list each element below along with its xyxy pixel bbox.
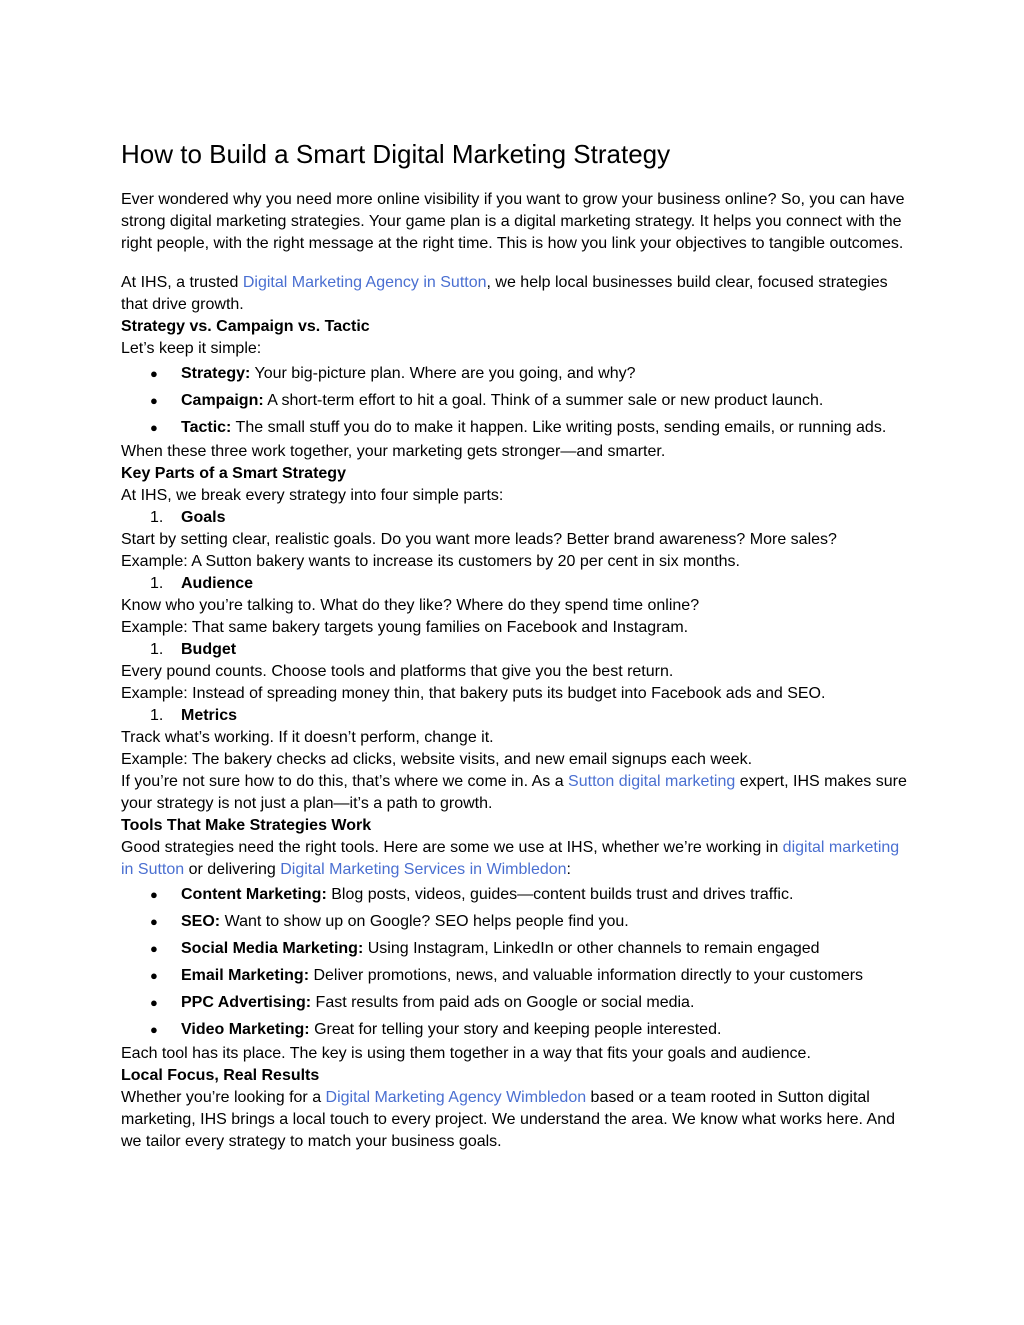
numbered-item-budget <box>121 639 911 661</box>
page-title: How to Build a Smart Digital Marketing Strategy <box>121 139 671 169</box>
item-name: Budget <box>181 641 237 658</box>
bullet-icon: ● <box>150 1022 158 1037</box>
closing-text-after: expert, IHS makes sure your strategy is not just a plan—it’s a path to growth. <box>121 773 907 812</box>
section3-closing: Each tool has its place. The key is using them together in a way that fits your goals and audience. <box>121 1045 811 1062</box>
section-heading-strategy: Strategy vs. Campaign vs. Tactic <box>121 318 370 335</box>
item-number: 1. <box>150 509 164 526</box>
closing-text-before: If you’re not sure how to do this, that’s where we come in. As a <box>121 773 569 790</box>
lead-text-before: Good strategies need the right tools. Here are some we use at IHS, whether we’re working in <box>121 839 783 856</box>
bullet-icon: ● <box>150 968 158 983</box>
item-number: 1. <box>150 641 164 658</box>
list-item-text: Your big-picture plan. Where are you going, and why? <box>250 365 636 382</box>
list-item <box>121 387 911 414</box>
list-item-text: A short-term effort to hit a goal. Think of a summer sale or new product launch. <box>263 392 824 409</box>
list-item-term: SEO: <box>181 913 221 930</box>
bullet-icon: ● <box>150 366 158 381</box>
list-item-term: Tactic: <box>181 419 232 436</box>
list-item-text: Deliver promotions, news, and valuable information directly to your customers <box>309 967 864 984</box>
list-item <box>121 881 911 908</box>
part-example: Example: Instead of spreading money thin, that bakery puts its budget into Facebook ads and SEO. <box>121 685 826 702</box>
bullet-icon: ● <box>150 887 158 902</box>
link-agency-sutton[interactable]: Digital Marketing Agency in Sutton <box>242 274 487 291</box>
numbered-item-metrics <box>121 705 911 727</box>
section2-closing <box>121 771 911 815</box>
link-digital-marketing-sutton[interactable]: digital marketing in Sutton <box>121 839 900 878</box>
ihs-text-before: At IHS, a trusted <box>121 274 243 291</box>
list-item-term: Campaign: <box>181 392 264 409</box>
link-services-wimbledon[interactable]: Digital Marketing Services in Wimbledon <box>280 861 567 878</box>
item-number: 1. <box>150 707 164 724</box>
tools-list <box>121 881 911 1043</box>
strategy-list <box>121 360 911 441</box>
section2-lead: At IHS, we break every strategy into four simple parts: <box>121 487 504 504</box>
list-item-term: Content Marketing: <box>181 886 327 903</box>
part-example: Example: That same bakery targets young families on Facebook and Instagram. <box>121 619 689 636</box>
list-item <box>121 360 911 387</box>
part-description: Know who you’re talking to. What do they like? Where do they spend time online? <box>121 597 700 614</box>
list-item-text: The small stuff you do to make it happen. Like writing posts, sending emails, or running ads. <box>231 419 887 436</box>
bullet-icon: ● <box>150 995 158 1010</box>
part-description: Every pound counts. Choose tools and platforms that give you the best return. <box>121 663 674 680</box>
list-item <box>121 989 911 1016</box>
part-example: Example: A Sutton bakery wants to increase its customers by 20 per cent in six months. <box>121 553 740 570</box>
section-heading-local-focus: Local Focus, Real Results <box>121 1067 320 1084</box>
list-item-term: PPC Advertising: <box>181 994 312 1011</box>
section-heading-key-parts: Key Parts of a Smart Strategy <box>121 465 346 482</box>
list-item <box>121 962 911 989</box>
section-heading-tools: Tools That Make Strategies Work <box>121 817 372 834</box>
numbered-item-goals <box>121 507 911 529</box>
lead-text-mid: or delivering <box>184 861 281 878</box>
bullet-icon: ● <box>150 420 158 435</box>
list-item-term: Strategy: <box>181 365 251 382</box>
numbered-item-audience <box>121 573 911 595</box>
item-number: 1. <box>150 575 164 592</box>
link-agency-wimbledon[interactable]: Digital Marketing Agency Wimbledon <box>325 1089 587 1106</box>
item-name: Metrics <box>181 707 238 724</box>
ihs-text-after: , we help local businesses build clear, focused strategies that drive growth. <box>121 274 888 313</box>
part-description: Track what’s working. If it doesn’t perform, change it. <box>121 729 494 746</box>
list-item <box>121 908 911 935</box>
part-description: Start by setting clear, realistic goals. Do you want more leads? Better brand awareness? More sales? <box>121 531 837 548</box>
list-item <box>121 414 911 441</box>
bullet-icon: ● <box>150 393 158 408</box>
local-text-after: based or a team rooted in Sutton digital marketing, IHS brings a local touch to every project. We understand the area. We know what works here. And we tailor every strategy to match your business goals. <box>121 1089 896 1150</box>
section3-lead <box>121 837 911 881</box>
section1-lead: Let’s keep it simple: <box>121 340 262 357</box>
lead-text-after: : <box>566 861 571 878</box>
list-item-term: Social Media Marketing: <box>181 940 364 957</box>
list-item-term: Video Marketing: <box>181 1021 310 1038</box>
section1-closing: When these three work together, your marketing gets stronger—and smarter. <box>121 443 666 460</box>
list-item-text: Blog posts, videos, guides—content builds trust and drives traffic. <box>326 886 794 903</box>
section4-paragraph <box>121 1087 911 1153</box>
item-name: Audience <box>181 575 254 592</box>
list-item-text: Great for telling your story and keeping people interested. <box>309 1021 722 1038</box>
bullet-icon: ● <box>150 914 158 929</box>
list-item-term: Email Marketing: <box>181 967 310 984</box>
list-item-text: Fast results from paid ads on Google or social media. <box>311 994 695 1011</box>
local-text-before: Whether you’re looking for a <box>121 1089 326 1106</box>
intro-paragraph: Ever wondered why you need more online visibility if you want to grow your business online? So, you can have strong digital marketing strategies. Your game plan is a digital marketing strategy. It helps you connect with the right people, with the right message at the right time. This is how you link your objectives to tangible outcomes. <box>121 191 905 252</box>
ihs-paragraph <box>121 272 911 316</box>
list-item-text: Using Instagram, LinkedIn or other channels to remain engaged <box>363 940 820 957</box>
bullet-icon: ● <box>150 941 158 956</box>
item-name: Goals <box>181 509 226 526</box>
link-sutton-digital-marketing[interactable]: Sutton digital marketing <box>568 773 736 790</box>
part-example: Example: The bakery checks ad clicks, website visits, and new email signups each week. <box>121 751 753 768</box>
list-item-text: Want to show up on Google? SEO helps people find you. <box>220 913 629 930</box>
list-item <box>121 1016 911 1043</box>
document-body <box>121 189 911 1153</box>
list-item <box>121 935 911 962</box>
